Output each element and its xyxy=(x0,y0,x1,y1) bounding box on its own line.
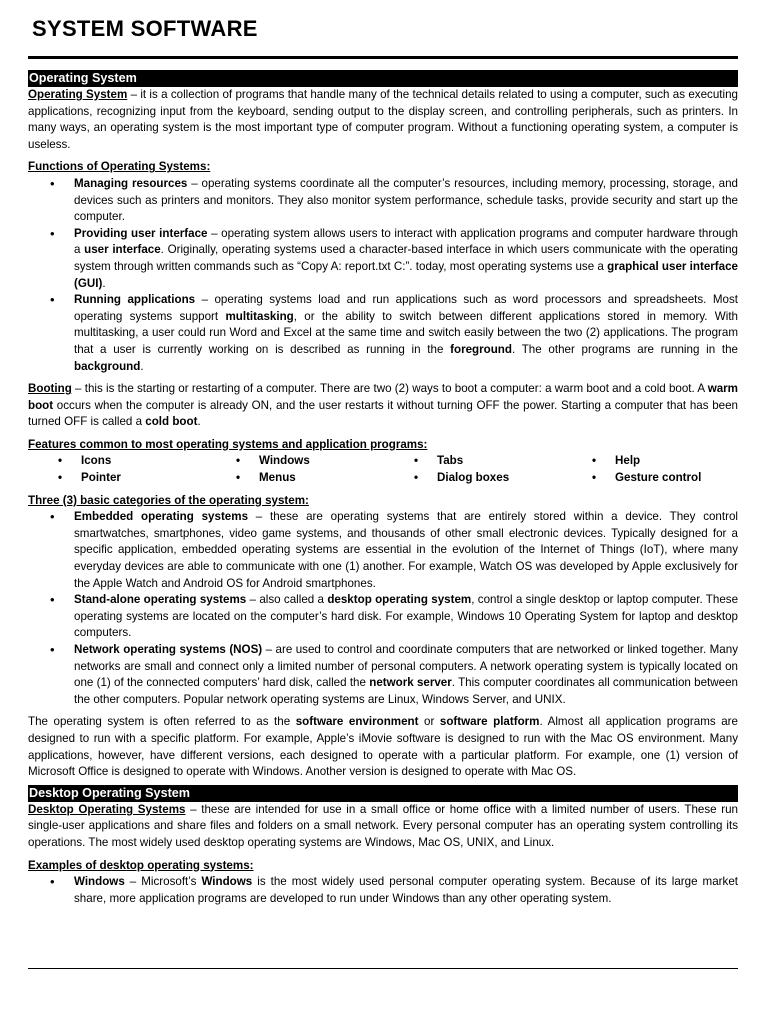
term-desktop-os: Desktop Operating Systems xyxy=(28,802,186,816)
section-heading-desktop-os: Desktop Operating System xyxy=(28,785,738,802)
examples-list xyxy=(28,874,738,907)
functions-list xyxy=(28,176,738,375)
footer-divider xyxy=(28,968,738,969)
list-item: • Providing user interface – operating system allows users to interact with application programs and computer hardware through a user interface. Originally, operating systems used a character-based interface in which users communicate with the operating system through written commands such as “Copy A: report.txt C:”. today, most operating systems use a graphical user interface (GUI). xyxy=(28,226,738,292)
feature-item: • Icons xyxy=(28,453,206,470)
page-title: SYSTEM SOFTWARE xyxy=(32,16,258,41)
features-heading: Features common to most operating systems and application programs: xyxy=(28,437,428,451)
booting-paragraph: Booting – this is the starting or restarting of a computer. There are two (2) ways to boot a computer: a warm boot and a cold boot. A warm boot occurs when the computer is already ON, and the user restarts it without turning OFF the power. Starting a computer that has been turned OFF is called a cold boot. xyxy=(28,382,738,429)
document-body xyxy=(28,69,738,907)
desktop-intro-paragraph: Desktop Operating Systems – these are intended for use in a small office or home office with a limited number of users. These run single-user applications and share files and folders on a small network. Every personal computer has an operating system controlling its operations. The most widely used desktop operating systems are Windows, Mac OS, UNIX, and Linux. xyxy=(28,802,738,849)
categories-list xyxy=(28,509,738,708)
list-item: • Windows – Microsoft’s Windows is the most widely used personal computer operating system. Because of its large market share, more application programs are developed to run under Windows than any other operating system. xyxy=(28,874,738,907)
list-item: • Running applications – operating systems load and run applications such as word processors and spreadsheets. Most operating systems support multitasking, or the ability to switch between different applications stored in memory. With multitasking, a user could run Word and Excel at the same time and switch easily between the two (2) applications. The program that a user is currently working on is described as running in the foreground. The other programs are running in the background. xyxy=(28,292,738,375)
feature-item: • Gesture control xyxy=(562,470,738,487)
list-item: • Stand-alone operating systems – also called a desktop operating system, control a single desktop or laptop computer. These operating systems are located on the computer’s hard disk. For example, Windows 10 Operating System for laptop and desktop computers. xyxy=(28,592,738,642)
features-grid xyxy=(28,453,738,486)
term-booting: Booting xyxy=(28,382,72,396)
feature-item: • Tabs xyxy=(384,453,562,470)
feature-item: • Help xyxy=(562,453,738,470)
environment-paragraph: The operating system is often referred to as the software environment or software platform. Almost all application programs are designed to run with a specific platform. For example, Apple’s iMovie software is designed to run with the Mac OS environment. Many applications, however, have different versions, each designed to operate with a particular platform. For example, one (1) version of Microsoft Office is designed to operate with Windows. Another version is designed to operate with Mac OS. xyxy=(28,715,738,779)
feature-item: • Menus xyxy=(206,470,384,487)
list-item: • Embedded operating systems – these are operating systems that are entirely stored within a device. They control smartwatches, smartphones, video game systems, and thousands of other small electronic devices. Typically designed for a specific application, embedded operating systems are essential in the evolution of the Internet of Things (IoT), where many everyday devices are able to communicate with one (1) another. For example, Watch OS was developed by Apple exclusively for the Apple Watch and Android OS for Android smartphones. xyxy=(28,509,738,592)
list-item: • Network operating systems (NOS) – are used to control and coordinate computers that are networked or linked together. Many networks are small and connect only a limited number of personal computers. A network operating system is typically located on one (1) of the connected computers’ hard disk, called the network server. This computer coordinates all communication between the other computers. Popular network operating systems are Linux, Windows Server, and UNIX. xyxy=(28,642,738,708)
term-operating-system: Operating System xyxy=(28,88,128,101)
feature-item: • Dialog boxes xyxy=(384,470,562,487)
list-item: • Managing resources – operating systems coordinate all the computer’s resources, including memory, processing, storage, and devices such as printers and monitors. They also monitor system performance, schedule tasks, provide security and start up the computer. xyxy=(28,176,738,226)
os-intro-paragraph: Operating System – it is a collection of programs that handle many of the technical details related to using a computer, such as executing applications, recognizing input from the keyboard, sending output to the display screen, and controlling peripherals, such as printers. In many ways, an operating system is the most important type of computer program. Without a functioning operating system, a computer is useless. xyxy=(28,88,738,151)
functions-heading: Functions of Operating Systems: xyxy=(28,160,211,174)
categories-heading: Three (3) basic categories of the operating system: xyxy=(28,493,309,507)
feature-item: • Pointer xyxy=(28,470,206,487)
feature-item: • Windows xyxy=(206,453,384,470)
section-heading-operating-system: Operating System xyxy=(28,70,738,87)
title-divider xyxy=(28,56,738,59)
examples-heading: Examples of desktop operating systems: xyxy=(28,858,254,872)
